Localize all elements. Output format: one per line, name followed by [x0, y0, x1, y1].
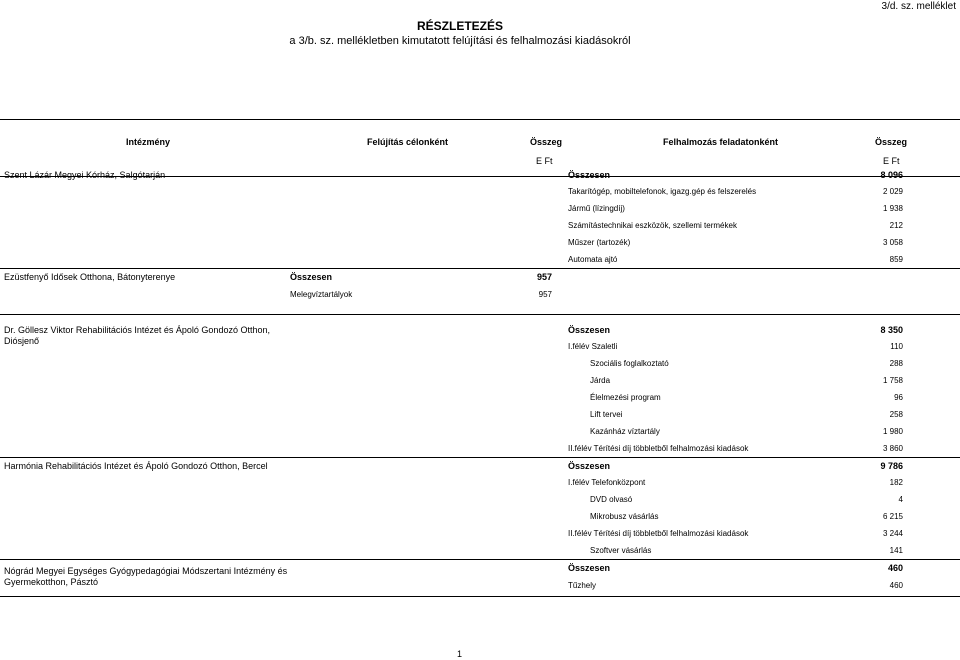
acquisition-item-label: Lift tervei — [590, 410, 623, 419]
institution-name-line2: Diósjenő — [4, 336, 40, 346]
acquisition-item-value: 141 — [889, 546, 903, 555]
acquisition-total-value: 8 096 — [880, 170, 903, 180]
acquisition-item-value: 859 — [889, 255, 903, 264]
row-divider — [0, 559, 960, 560]
table-header — [0, 119, 960, 177]
acquisition-item-label: I.félév Szaletli — [568, 342, 618, 351]
acquisition-item-value: 212 — [889, 221, 903, 230]
acquisition-total-value: 8 350 — [880, 325, 903, 335]
acquisition-item-label: Élelmezési program — [590, 393, 661, 402]
acquisition-item-value: 460 — [889, 581, 903, 590]
table-bottom-border — [0, 596, 960, 597]
acquisition-item-value: 1 980 — [882, 427, 903, 436]
header-acquisition: Felhalmozás feladatonként — [663, 137, 779, 147]
renovation-total-value: 957 — [536, 272, 552, 282]
acquisition-item-value: 1 758 — [882, 376, 903, 385]
acquisition-item-label: Tűzhely — [568, 581, 597, 590]
acquisition-total-value: 9 786 — [880, 461, 903, 471]
institution-name: Ezüstfenyő Idősek Otthona, Bátonyterenye — [4, 272, 176, 282]
acquisition-total-label: Összesen — [568, 170, 611, 180]
acquisition-item-value: 110 — [890, 342, 903, 351]
acquisition-item-label: I.félév Telefonközpont — [568, 478, 646, 487]
acquisition-item-value: 258 — [889, 410, 903, 419]
acquisition-total-value: 460 — [887, 563, 903, 573]
acquisition-item-label: Automata ajtó — [568, 255, 618, 264]
acquisition-item-label: Kazánház víztartály — [590, 427, 660, 436]
institution-name-line1: Nógrád Megyei Egységes Gyógypedagógiai Módszertani Intézmény és — [4, 566, 288, 576]
acquisition-item-label: Szoftver vásárlás — [590, 546, 652, 555]
acquisition-item-value: 4 — [898, 495, 903, 504]
acquisition-item-label: Számítástechnikai eszközök, szellemi termékek — [568, 221, 737, 230]
acquisition-item-label: Szociális foglalkoztató — [590, 359, 669, 368]
header-institution: Intézmény — [126, 137, 171, 147]
row-divider — [0, 314, 960, 315]
acquisition-item-label: Takarítógép, mobiltelefonok, igazg.gép és felszerelés — [568, 187, 757, 196]
acquisition-item-label: Mikrobusz vásárlás — [590, 512, 659, 521]
row-divider — [0, 457, 960, 458]
acquisition-item-value: 3 058 — [882, 238, 903, 247]
acquisition-item-value: 288 — [889, 359, 903, 368]
acquisition-item-value: 3 860 — [882, 444, 903, 453]
acquisition-item-value: 96 — [894, 393, 903, 402]
institution-name: Harmónia Rehabilitációs Intézet és Ápoló Gondozó Otthon, Bercel — [4, 461, 268, 471]
appendix-label: 3/d. sz. melléklet — [881, 1, 956, 12]
header-unit-renovation: E Ft — [536, 156, 553, 166]
header-total-acquisition: Összeg — [875, 137, 908, 147]
header-total-renovation: Összeg — [530, 137, 563, 147]
acquisition-item-value: 1 938 — [882, 204, 903, 213]
acquisition-item-label: DVD olvasó — [590, 495, 633, 504]
acquisition-item-value: 6 215 — [882, 512, 903, 521]
acquisition-item-label: II.félév Térítési díj többletből felhalmozási kiadások — [568, 444, 749, 453]
acquisition-total-label: Összesen — [568, 563, 611, 573]
acquisition-item-label: II.félév Térítési díj többletből felhalmozási kiadások — [568, 529, 749, 538]
acquisition-item-value: 3 244 — [882, 529, 903, 538]
institution-name-line2: Gyermekotthon, Pásztó — [4, 577, 99, 587]
renovation-total-label: Összesen — [290, 272, 333, 282]
acquisition-total-label: Összesen — [568, 461, 611, 471]
page-subtitle: a 3/b. sz. mellékletben kimutatott felújítási és felhalmozási kiadásokról — [289, 35, 631, 47]
acquisition-item-label: Műszer (tartozék) — [568, 238, 631, 247]
acquisition-item-value: 2 029 — [882, 187, 903, 196]
acquisition-item-label: Jármű (lízingdíj) — [568, 204, 625, 213]
acquisition-item-label: Járda — [590, 376, 611, 385]
institution-name: Szent Lázár Megyei Kórház, Salgótarján — [4, 170, 166, 180]
header-unit-acquisition: E Ft — [883, 156, 900, 166]
acquisition-total-label: Összesen — [568, 325, 611, 335]
institution-name-line1: Dr. Göllesz Viktor Rehabilitációs Intézet és Ápoló Gondozó Otthon, — [4, 325, 270, 335]
page-title: RÉSZLETEZÉS — [416, 19, 503, 33]
page-number: 1 — [457, 649, 463, 659]
row-divider — [0, 268, 960, 269]
renovation-item-label: Melegvíztartályok — [290, 290, 353, 299]
acquisition-item-value: 182 — [889, 478, 903, 487]
header-renovation: Felújítás célonként — [367, 137, 449, 147]
renovation-item-value: 957 — [538, 290, 552, 299]
